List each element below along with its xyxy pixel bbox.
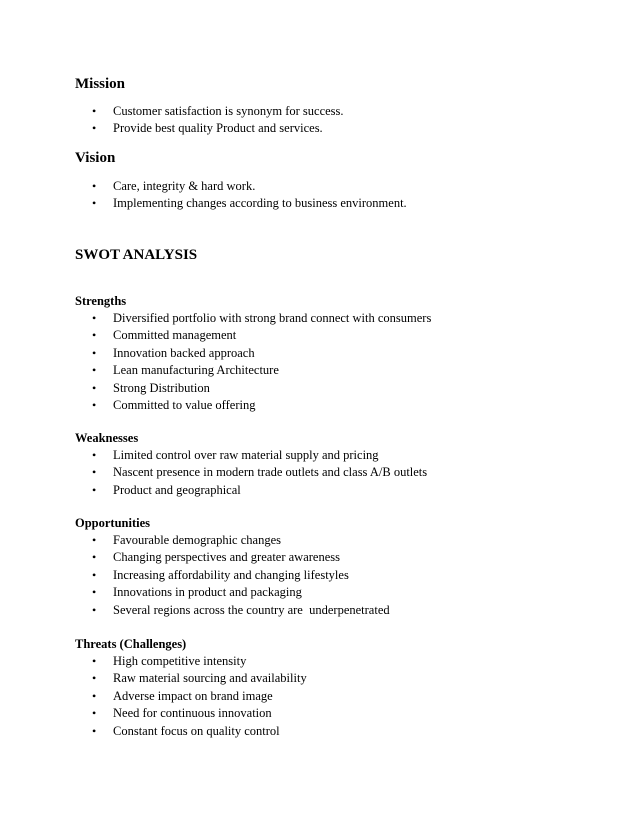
bullet-icon: • bbox=[92, 723, 97, 738]
bullet-icon: • bbox=[92, 654, 97, 668]
bullet-icon: • bbox=[92, 567, 97, 582]
bullet-icon: • bbox=[92, 706, 97, 721]
swot-heading: SWOT ANALYSIS bbox=[75, 247, 198, 263]
opportunities-heading: Opportunities bbox=[75, 516, 151, 530]
bullet-icon: • bbox=[92, 328, 97, 343]
bullet-icon: • bbox=[92, 448, 97, 462]
bullet-icon: • bbox=[92, 380, 97, 395]
bullet-icon: • bbox=[92, 363, 97, 378]
bullet-icon: • bbox=[92, 179, 97, 193]
bullet-icon: • bbox=[92, 465, 97, 480]
bullet-icon: • bbox=[92, 397, 97, 412]
threats-heading: Threats (Challenges) bbox=[75, 637, 187, 651]
bullet-icon: • bbox=[92, 311, 97, 325]
bullet-icon: • bbox=[92, 602, 97, 617]
bullet-icon: • bbox=[92, 533, 97, 547]
bullet-icon: • bbox=[92, 196, 97, 211]
bullet-icon: • bbox=[92, 688, 97, 703]
bullet-icon: • bbox=[92, 345, 97, 360]
bullet-icon: • bbox=[92, 585, 97, 600]
bullet-icon: • bbox=[92, 671, 97, 686]
document-page: Mission • Customer satisfaction is synonym for success. • Provide best quality Product and services. Vision • Care, integrity & hard work. • Implementing changes according to business environment. SWOT ANALYSIS Strengths • Diversified portfolio with strong brand connect with consumers • Committed management • Innovation backed approach • Lean manufacturing Architecture • Strong Distribution • Committed to value offering Weaknesses • Limited control over raw material supply and pricing • Nascent presence in modern trade outlets and class A/B outlets • Product and geographical Opportunities • Favourable demographic changes • Changing perspectives and greater awareness • Increasing affordability and changing lifestyles • Innovations in product and packaging • Several regions across the country are underpenetrated Threats (Challenges) • High competitive intensity • Raw material sourcing and availability • Adverse impact on brand image • Need for continuous innovation • Constant focus on quality control bbox=[0, 0, 638, 826]
bullet-icon: • bbox=[92, 550, 97, 565]
vision-heading: Vision bbox=[75, 150, 116, 166]
mission-heading: Mission bbox=[75, 76, 126, 92]
weaknesses-heading: Weaknesses bbox=[75, 431, 139, 445]
strengths-heading: Strengths bbox=[75, 294, 127, 308]
bullet-icon: • bbox=[92, 121, 97, 136]
bullet-icon: • bbox=[92, 482, 97, 497]
bullet-icon: • bbox=[92, 104, 97, 118]
